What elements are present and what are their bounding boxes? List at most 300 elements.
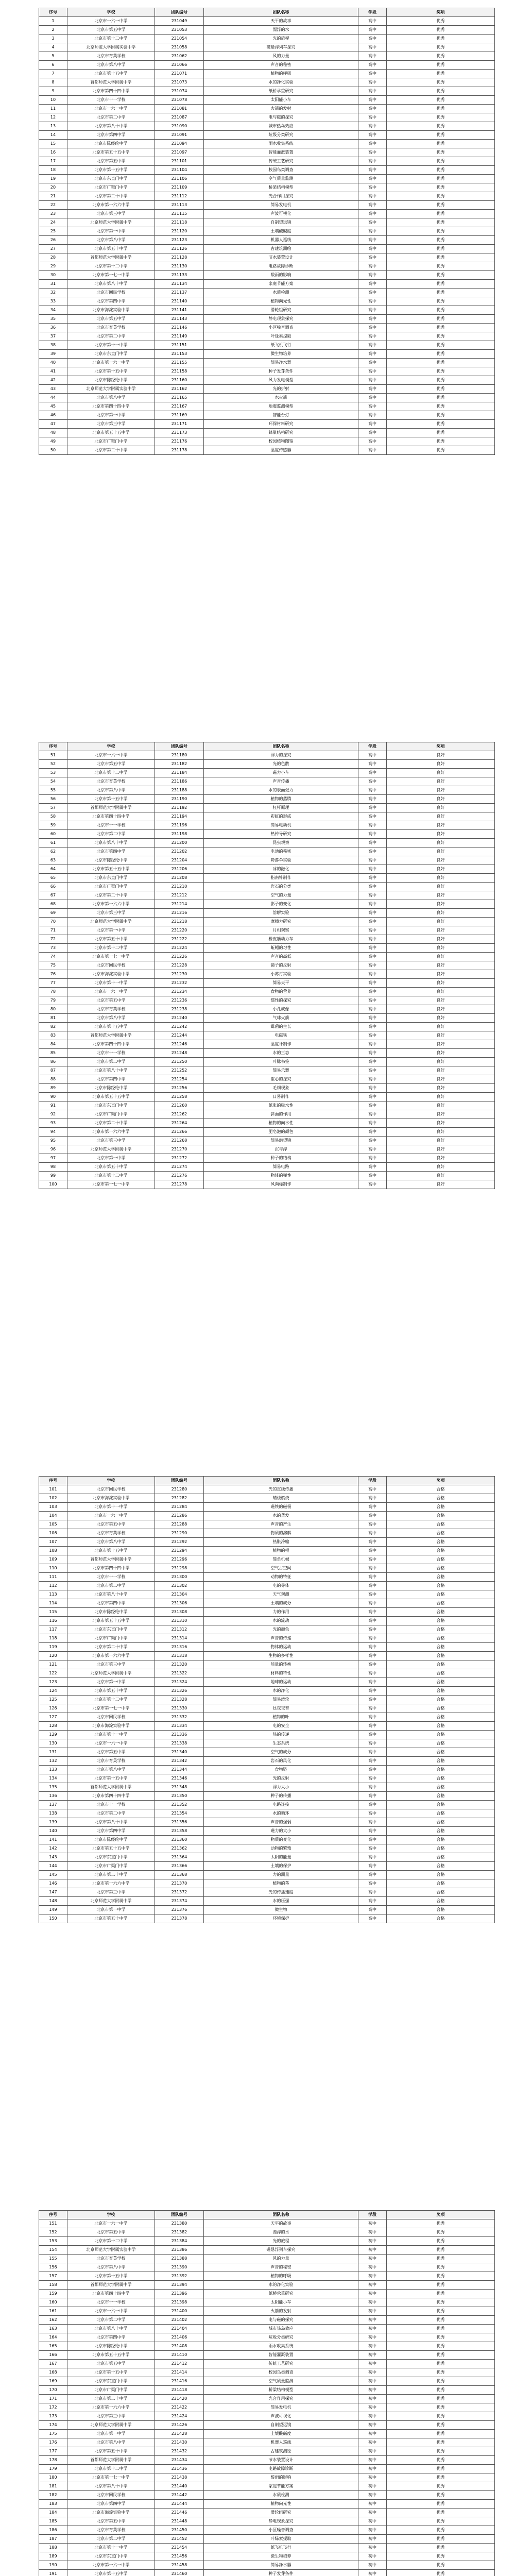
cell-school: 首都师范大学附属中学 <box>67 78 155 87</box>
cell-award: 良好 <box>387 1005 495 1014</box>
cell-team: 磁悬浮列车探究 <box>204 2246 358 2255</box>
cell-team: 磁悬浮列车探究 <box>204 43 358 52</box>
cell-idx: 143 <box>39 1853 67 1862</box>
cell-award: 良好 <box>387 1172 495 1180</box>
header-group: 学段 <box>358 1477 387 1485</box>
cell-team: 土壤酸碱度 <box>204 2430 358 2438</box>
cell-idx: 123 <box>39 1678 67 1687</box>
cell-group: 高中 <box>358 70 387 78</box>
cell-school: 北京市育英学校 <box>67 777 155 786</box>
cell-award: 优秀 <box>387 26 495 35</box>
cell-award: 良好 <box>387 751 495 760</box>
table-row <box>39 402 495 411</box>
cell-group: 高中 <box>358 157 387 166</box>
cell-school: 北京市第五中学 <box>67 26 155 35</box>
cell-team: 家庭节能方案 <box>204 2482 358 2491</box>
cell-award: 合格 <box>387 1836 495 1844</box>
cell-team: 昼夜交替 <box>204 1704 358 1713</box>
cell-idx: 44 <box>39 394 67 402</box>
table-row <box>39 996 495 1005</box>
cell-code: 231428 <box>155 2430 204 2438</box>
table-row <box>39 262 495 271</box>
cell-school: 北京市东直门中学 <box>67 874 155 883</box>
cell-team: 生态系统 <box>204 1739 358 1748</box>
cell-idx: 80 <box>39 1005 67 1014</box>
cell-idx: 92 <box>39 1110 67 1119</box>
cell-team: 小苏打实验 <box>204 970 358 979</box>
cell-team: 古建筑测绘 <box>204 2447 358 2456</box>
cell-team: 太阳能小车 <box>204 96 358 105</box>
table-row <box>39 1634 495 1643</box>
cell-award: 合格 <box>387 1660 495 1669</box>
cell-school: 北京市第五中学 <box>67 2360 155 2368</box>
cell-code: 231422 <box>155 2403 204 2412</box>
table-row <box>39 1643 495 1652</box>
cell-code: 231352 <box>155 1801 204 1809</box>
cell-idx: 51 <box>39 751 67 760</box>
table-row <box>39 1031 495 1040</box>
cell-group: 高中 <box>358 227 387 236</box>
cell-group: 高中 <box>358 315 387 324</box>
cell-school: 北京市东直门中学 <box>67 2377 155 2386</box>
cell-group: 高中 <box>358 1599 387 1608</box>
cell-group: 初中 <box>358 2281 387 2290</box>
table-row <box>39 140 495 148</box>
cell-group: 高中 <box>358 183 387 192</box>
cell-idx: 112 <box>39 1582 67 1590</box>
cell-team: 叶绿素提取 <box>204 332 358 341</box>
cell-idx: 172 <box>39 2403 67 2412</box>
cell-team: 植物的呼吸 <box>204 70 358 78</box>
table-row <box>39 157 495 166</box>
table-row <box>39 131 495 140</box>
cell-school: 北京市第十一中学 <box>67 979 155 988</box>
cell-group: 初中 <box>358 2307 387 2316</box>
cell-group: 高中 <box>358 1564 387 1573</box>
cell-code: 231194 <box>155 812 204 821</box>
cell-award: 优秀 <box>387 122 495 131</box>
cell-group: 高中 <box>358 1555 387 1564</box>
table-row <box>39 2263 495 2272</box>
cell-award: 良好 <box>387 1119 495 1128</box>
cell-idx: 181 <box>39 2482 67 2491</box>
table-row <box>39 1503 495 1512</box>
table-row <box>39 289 495 297</box>
cell-award: 优秀 <box>387 350 495 359</box>
cell-team: 简易发电机 <box>204 2403 358 2412</box>
cell-team: 霉菌的生长 <box>204 1023 358 1031</box>
cell-idx: 75 <box>39 961 67 970</box>
cell-code: 231268 <box>155 1137 204 1145</box>
cell-team: 岩石的风化 <box>204 1757 358 1766</box>
cell-team: 能量的转换 <box>204 1660 358 1669</box>
cell-group: 高中 <box>358 1704 387 1713</box>
cell-group: 初中 <box>358 2403 387 2412</box>
cell-school: 北京市第二十中学 <box>67 891 155 900</box>
cell-award: 优秀 <box>387 2421 495 2430</box>
cell-award: 合格 <box>387 1774 495 1783</box>
header-school: 学校 <box>67 742 155 751</box>
cell-award: 良好 <box>387 856 495 865</box>
cell-group: 初中 <box>358 2342 387 2351</box>
table-row <box>39 341 495 350</box>
cell-award: 优秀 <box>387 262 495 271</box>
header-award: 奖项 <box>387 2211 495 2219</box>
table-row <box>39 926 495 935</box>
header-code: 团队编号 <box>155 1477 204 1485</box>
cell-idx: 88 <box>39 1075 67 1084</box>
cell-idx: 97 <box>39 1154 67 1163</box>
cell-team: 垃圾分类研究 <box>204 131 358 140</box>
cell-code: 231160 <box>155 376 204 385</box>
cell-school: 北京市第十五中学 <box>67 2272 155 2281</box>
cell-team: 蚯蚓的习性 <box>204 944 358 953</box>
cell-school: 北京市广渠门中学 <box>67 183 155 192</box>
cell-code: 231128 <box>155 253 204 262</box>
cell-group: 高中 <box>358 122 387 131</box>
table-row <box>39 1172 495 1180</box>
cell-team: 材料的特性 <box>204 1669 358 1678</box>
table-row <box>39 201 495 210</box>
cell-school: 北京市第四中学 <box>67 1599 155 1608</box>
header-award: 奖项 <box>387 1477 495 1485</box>
cell-award: 合格 <box>387 1871 495 1879</box>
results-table <box>39 1476 495 1923</box>
cell-school: 北京市第一六一中学 <box>67 2561 155 2570</box>
cell-code: 231324 <box>155 1678 204 1687</box>
cell-award: 优秀 <box>387 35 495 43</box>
table-row <box>39 271 495 280</box>
cell-award: 良好 <box>387 1058 495 1066</box>
cell-award: 合格 <box>387 1862 495 1871</box>
cell-idx: 29 <box>39 262 67 271</box>
cell-award: 良好 <box>387 935 495 944</box>
cell-award: 良好 <box>387 926 495 935</box>
cell-school: 北京市第五十中学 <box>67 1163 155 1172</box>
cell-group: 高中 <box>358 148 387 157</box>
cell-code: 231284 <box>155 1503 204 1512</box>
cell-award: 优秀 <box>387 2544 495 2552</box>
cell-idx: 81 <box>39 1014 67 1023</box>
table-row <box>39 315 495 324</box>
cell-code: 231298 <box>155 1564 204 1573</box>
cell-idx: 61 <box>39 839 67 848</box>
cell-award: 良好 <box>387 874 495 883</box>
cell-code: 231290 <box>155 1529 204 1538</box>
table-row <box>39 1871 495 1879</box>
table-row <box>39 1023 495 1031</box>
cell-idx: 84 <box>39 1040 67 1049</box>
cell-award: 优秀 <box>387 245 495 253</box>
cell-idx: 173 <box>39 2412 67 2421</box>
cell-team: 叶绿素提取 <box>204 2535 358 2544</box>
table-row <box>39 830 495 839</box>
cell-school: 北京市育英学校 <box>67 1529 155 1538</box>
cell-idx: 47 <box>39 420 67 429</box>
table-row <box>39 376 495 385</box>
cell-idx: 190 <box>39 2561 67 2570</box>
cell-code: 231190 <box>155 795 204 804</box>
cell-group: 高中 <box>358 350 387 359</box>
cell-school: 北京市第五中学 <box>67 760 155 769</box>
cell-award: 良好 <box>387 1014 495 1023</box>
cell-team: 滑轮组研究 <box>204 2509 358 2517</box>
cell-school: 北京市第四中学 <box>67 297 155 306</box>
cell-team: 植物的蒸腾 <box>204 795 358 804</box>
cell-award: 合格 <box>387 1739 495 1748</box>
cell-code: 231216 <box>155 909 204 918</box>
cell-school: 北京市育英学校 <box>67 324 155 332</box>
cell-school: 北京市第八十中学 <box>67 280 155 289</box>
cell-code: 231180 <box>155 751 204 760</box>
cell-school: 北京市第一六六中学 <box>67 1128 155 1137</box>
cell-group: 高中 <box>358 35 387 43</box>
cell-idx: 26 <box>39 236 67 245</box>
cell-code: 231112 <box>155 192 204 201</box>
cell-award: 优秀 <box>387 2237 495 2246</box>
table-row <box>39 52 495 61</box>
cell-team: 水质检测 <box>204 289 358 297</box>
cell-group: 高中 <box>358 1617 387 1625</box>
cell-award: 合格 <box>387 1809 495 1818</box>
header-school: 学校 <box>67 2211 155 2219</box>
cell-code: 231358 <box>155 1827 204 1836</box>
cell-group: 初中 <box>358 2544 387 2552</box>
cell-school: 北京市东直门中学 <box>67 2552 155 2561</box>
cell-school: 北京市第十二中学 <box>67 944 155 953</box>
cell-idx: 59 <box>39 821 67 830</box>
cell-idx: 40 <box>39 359 67 367</box>
cell-award: 优秀 <box>387 2290 495 2298</box>
cell-school: 北京市海淀实验中学 <box>67 306 155 315</box>
cell-idx: 103 <box>39 1503 67 1512</box>
cell-group: 高中 <box>358 1739 387 1748</box>
cell-award: 优秀 <box>387 402 495 411</box>
cell-code: 231392 <box>155 2272 204 2281</box>
cell-team: 惯性的探究 <box>204 996 358 1005</box>
cell-idx: 185 <box>39 2517 67 2526</box>
header-idx: 序号 <box>39 1477 67 1485</box>
table-row <box>39 446 495 455</box>
cell-school: 北京市海淀实验中学 <box>67 1494 155 1503</box>
cell-group: 高中 <box>358 1031 387 1040</box>
cell-code: 231294 <box>155 1547 204 1555</box>
cell-group: 高中 <box>358 1023 387 1031</box>
cell-group: 高中 <box>358 1722 387 1731</box>
cell-team: 动物的特征 <box>204 1573 358 1582</box>
cell-award: 良好 <box>387 1128 495 1137</box>
cell-school: 北京市第十五中学 <box>67 2368 155 2377</box>
cell-idx: 3 <box>39 35 67 43</box>
cell-code: 231104 <box>155 166 204 175</box>
cell-school: 北京市东直门中学 <box>67 1853 155 1862</box>
cell-code: 231097 <box>155 148 204 157</box>
cell-code: 231420 <box>155 2395 204 2403</box>
table-row <box>39 411 495 420</box>
cell-award: 优秀 <box>387 2447 495 2456</box>
cell-idx: 121 <box>39 1660 67 1669</box>
cell-idx: 17 <box>39 157 67 166</box>
cell-group: 高中 <box>358 1058 387 1066</box>
cell-team: 校园植物图鉴 <box>204 437 358 446</box>
cell-award: 合格 <box>387 1687 495 1696</box>
cell-code: 231408 <box>155 2342 204 2351</box>
cell-team: 简易天平 <box>204 979 358 988</box>
cell-school: 北京市第五十中学 <box>67 1914 155 1923</box>
cell-code: 231362 <box>155 1844 204 1853</box>
cell-school: 北京市十一学校 <box>67 821 155 830</box>
cell-award: 合格 <box>387 1827 495 1836</box>
cell-group: 高中 <box>358 437 387 446</box>
cell-idx: 36 <box>39 324 67 332</box>
cell-idx: 152 <box>39 2228 67 2237</box>
table-row <box>39 2219 495 2228</box>
cell-idx: 139 <box>39 1818 67 1827</box>
cell-award: 优秀 <box>387 341 495 350</box>
cell-team: 声波可视化 <box>204 2412 358 2421</box>
cell-idx: 184 <box>39 2509 67 2517</box>
cell-team: 节水装置设计 <box>204 2456 358 2465</box>
cell-code: 231178 <box>155 446 204 455</box>
cell-school: 北京市第四十四中学 <box>67 1564 155 1573</box>
cell-team: 种子发芽条件 <box>204 2570 358 2576</box>
cell-code: 231404 <box>155 2325 204 2333</box>
cell-team: 简易净水器 <box>204 2561 358 2570</box>
cell-code: 231141 <box>155 306 204 315</box>
cell-school: 北京市广渠门中学 <box>67 883 155 891</box>
cell-team: 智能灌溉装置 <box>204 148 358 157</box>
cell-idx: 114 <box>39 1599 67 1608</box>
cell-code: 231456 <box>155 2552 204 2561</box>
header-idx: 序号 <box>39 742 67 751</box>
cell-idx: 186 <box>39 2526 67 2535</box>
cell-team: 小区噪音调查 <box>204 2526 358 2535</box>
cell-school: 北京市第一中学 <box>67 411 155 420</box>
table-row <box>39 786 495 795</box>
table-row <box>39 988 495 996</box>
cell-group: 高中 <box>358 1049 387 1058</box>
cell-school: 北京市第十五中学 <box>67 795 155 804</box>
cell-idx: 177 <box>39 2447 67 2456</box>
table-row <box>39 359 495 367</box>
cell-award: 良好 <box>387 883 495 891</box>
cell-idx: 158 <box>39 2281 67 2290</box>
cell-team: 月相观察 <box>204 926 358 935</box>
cell-school: 北京市育英学校 <box>67 1005 155 1014</box>
cell-idx: 113 <box>39 1590 67 1599</box>
cell-team: 植物的呼吸 <box>204 2272 358 2281</box>
cell-team: 影子的变化 <box>204 900 358 909</box>
cell-idx: 57 <box>39 804 67 812</box>
cell-group: 初中 <box>358 2272 387 2281</box>
cell-group: 高中 <box>358 420 387 429</box>
cell-school: 北京市第五十五中学 <box>67 429 155 437</box>
cell-idx: 48 <box>39 429 67 437</box>
cell-code: 231151 <box>155 341 204 350</box>
cell-group: 高中 <box>358 113 387 122</box>
table-row <box>39 1853 495 1862</box>
cell-team: 桥梁结构模型 <box>204 2386 358 2395</box>
cell-school: 北京市回民学校 <box>67 1713 155 1722</box>
table-row <box>39 1678 495 1687</box>
cell-code: 231224 <box>155 944 204 953</box>
cell-team: 电与磁的探究 <box>204 2316 358 2325</box>
cell-idx: 2 <box>39 26 67 35</box>
cell-team: 环境保护 <box>204 1914 358 1923</box>
cell-team: 天气观测 <box>204 1590 358 1599</box>
cell-group: 初中 <box>358 2263 387 2272</box>
cell-group: 高中 <box>358 909 387 918</box>
cell-team: 简单机械 <box>204 1555 358 1564</box>
cell-school: 北京市第二中学 <box>67 2316 155 2325</box>
cell-award: 合格 <box>387 1643 495 1652</box>
cell-group: 高中 <box>358 1547 387 1555</box>
cell-idx: 156 <box>39 2263 67 2272</box>
cell-award: 优秀 <box>387 2517 495 2526</box>
cell-award: 良好 <box>387 953 495 961</box>
cell-team: 斜面的作用 <box>204 1110 358 1119</box>
cell-code: 231212 <box>155 891 204 900</box>
cell-award: 合格 <box>387 1731 495 1739</box>
cell-award: 合格 <box>387 1555 495 1564</box>
cell-award: 良好 <box>387 1075 495 1084</box>
cell-idx: 147 <box>39 1888 67 1897</box>
cell-code: 231115 <box>155 210 204 218</box>
cell-idx: 16 <box>39 148 67 157</box>
cell-award: 良好 <box>387 1154 495 1163</box>
cell-team: 简易潜望镜 <box>204 1137 358 1145</box>
cell-code: 231226 <box>155 953 204 961</box>
cell-idx: 107 <box>39 1538 67 1547</box>
cell-group: 高中 <box>358 1713 387 1722</box>
cell-idx: 7 <box>39 70 67 78</box>
table-row <box>39 227 495 236</box>
cell-school: 北京市第四中学 <box>67 2500 155 2509</box>
cell-group: 高中 <box>358 944 387 953</box>
cell-team: 电磁铁 <box>204 1031 358 1040</box>
table-row <box>39 1154 495 1163</box>
table-row <box>39 2325 495 2333</box>
cell-team: 纸桥承重研究 <box>204 87 358 96</box>
cell-award: 优秀 <box>387 2491 495 2500</box>
cell-group: 高中 <box>358 1163 387 1172</box>
cell-idx: 131 <box>39 1748 67 1757</box>
cell-award: 优秀 <box>387 446 495 455</box>
table-row <box>39 96 495 105</box>
cell-idx: 191 <box>39 2570 67 2576</box>
cell-group: 高中 <box>358 245 387 253</box>
cell-idx: 65 <box>39 874 67 883</box>
cell-group: 高中 <box>358 359 387 367</box>
cell-team: 光的传播速度 <box>204 1888 358 1897</box>
cell-group: 高中 <box>358 166 387 175</box>
cell-team: 昆虫观察 <box>204 839 358 848</box>
cell-group: 高中 <box>358 411 387 420</box>
table-row <box>39 1818 495 1827</box>
table-row <box>39 777 495 786</box>
cell-school: 北京市第四十四中学 <box>67 2290 155 2298</box>
cell-group: 高中 <box>358 429 387 437</box>
cell-idx: 66 <box>39 883 67 891</box>
cell-code: 231378 <box>155 1914 204 1923</box>
cell-award: 合格 <box>387 1503 495 1512</box>
cell-award: 优秀 <box>387 183 495 192</box>
cell-team: 镜子的反射 <box>204 961 358 970</box>
cell-code: 231236 <box>155 996 204 1005</box>
cell-code: 231348 <box>155 1783 204 1792</box>
cell-idx: 163 <box>39 2325 67 2333</box>
cell-group: 高中 <box>358 1888 387 1897</box>
